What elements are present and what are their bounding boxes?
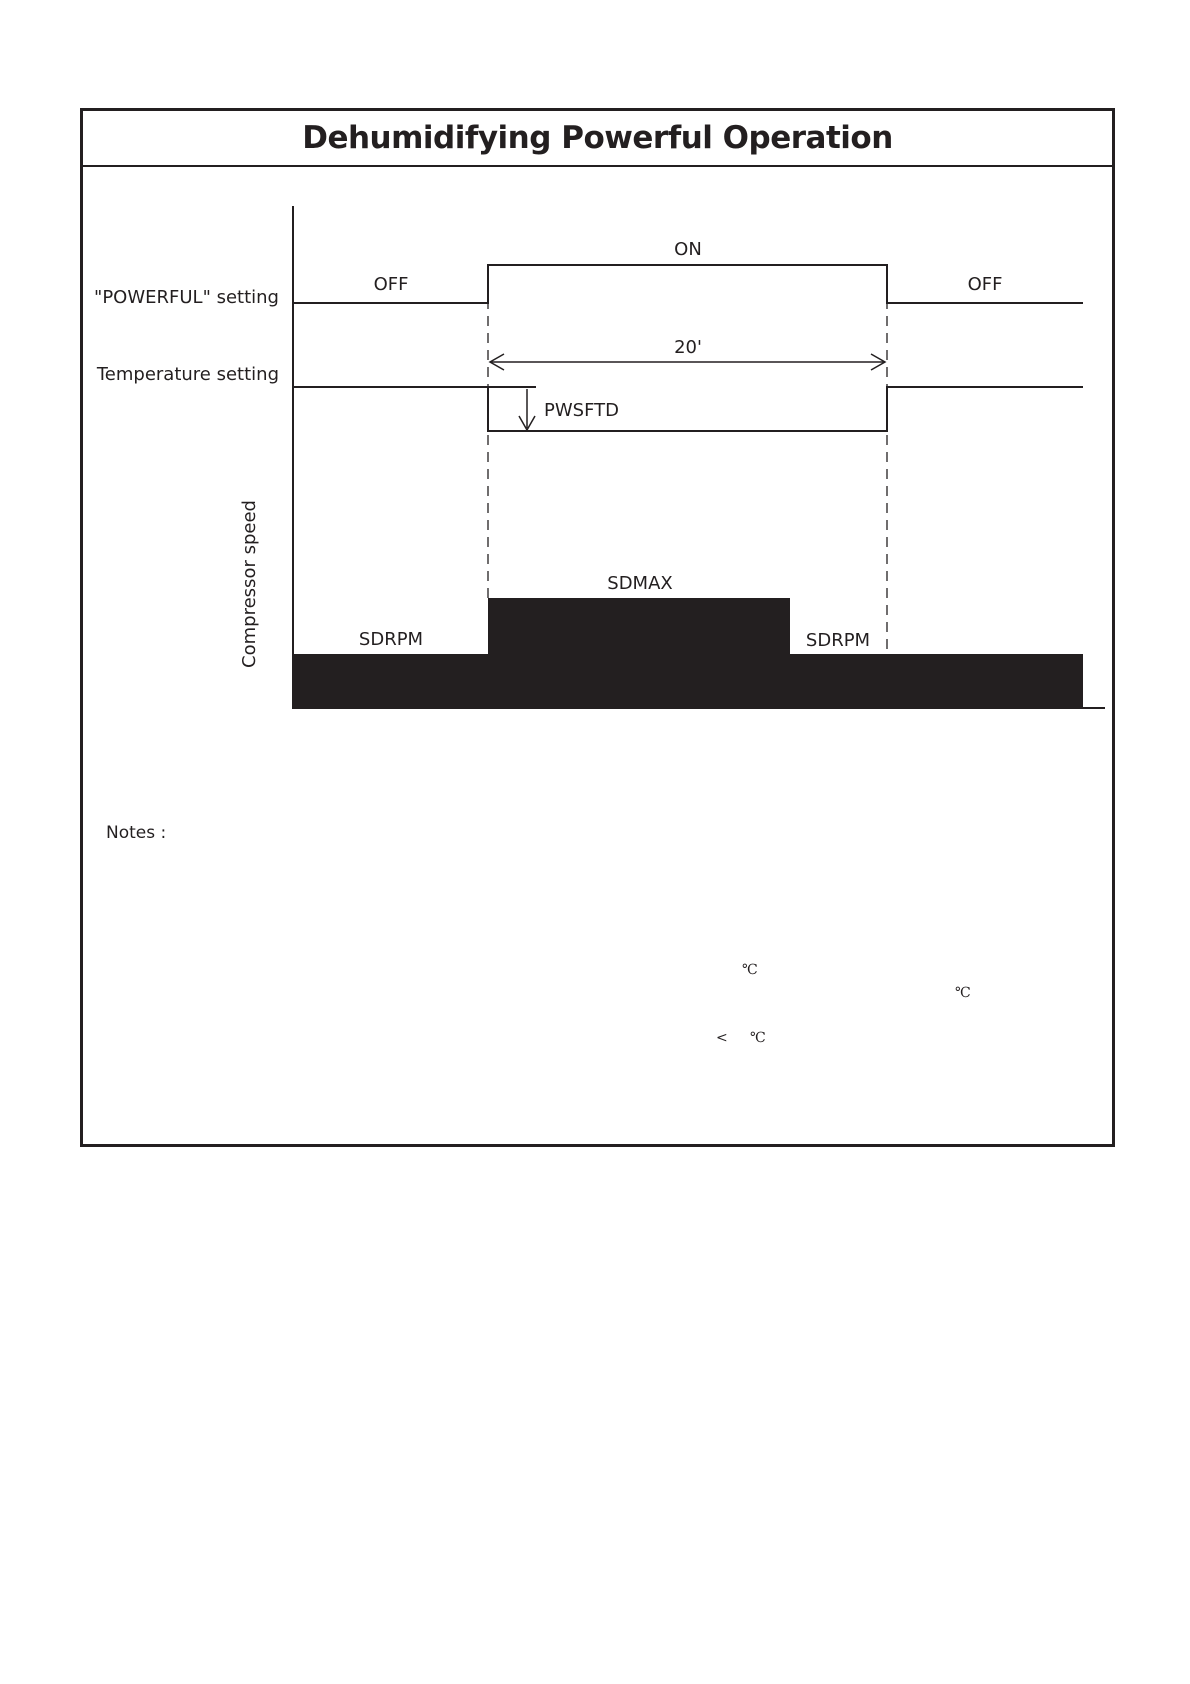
powerful-on-label: ON [674,239,702,260]
temperature-setting-waveform [293,387,1083,431]
diagram-title: Dehumidifying Powerful Operation [302,120,893,156]
speed-left-label: SDRPM [358,629,424,650]
notes-label: Notes : [106,823,167,843]
powerful-off-right-label: OFF [967,274,1003,295]
note-fragment-celsius-3: ℃ [750,1030,766,1046]
compressor-speed-profile [293,598,1083,708]
note-fragment-celsius-1: ℃ [742,962,758,978]
row-label-powerful-setting: "POWERFUL" setting [94,287,279,308]
note-fragment-less-than: < [716,1030,728,1046]
temp-shift-label: PWSFTD [544,400,619,421]
duration-label: 20' [674,337,702,358]
powerful-setting-waveform [293,265,1083,303]
speed-max-label: SDMAX [607,573,673,594]
row-label-temperature-setting: Temperature setting [96,364,279,385]
speed-right-label: SDRPM [805,630,871,651]
powerful-off-left-label: OFF [373,274,409,295]
row-label-compressor-speed: Compressor speed [239,500,260,668]
note-fragment-celsius-2: ℃ [955,985,971,1001]
